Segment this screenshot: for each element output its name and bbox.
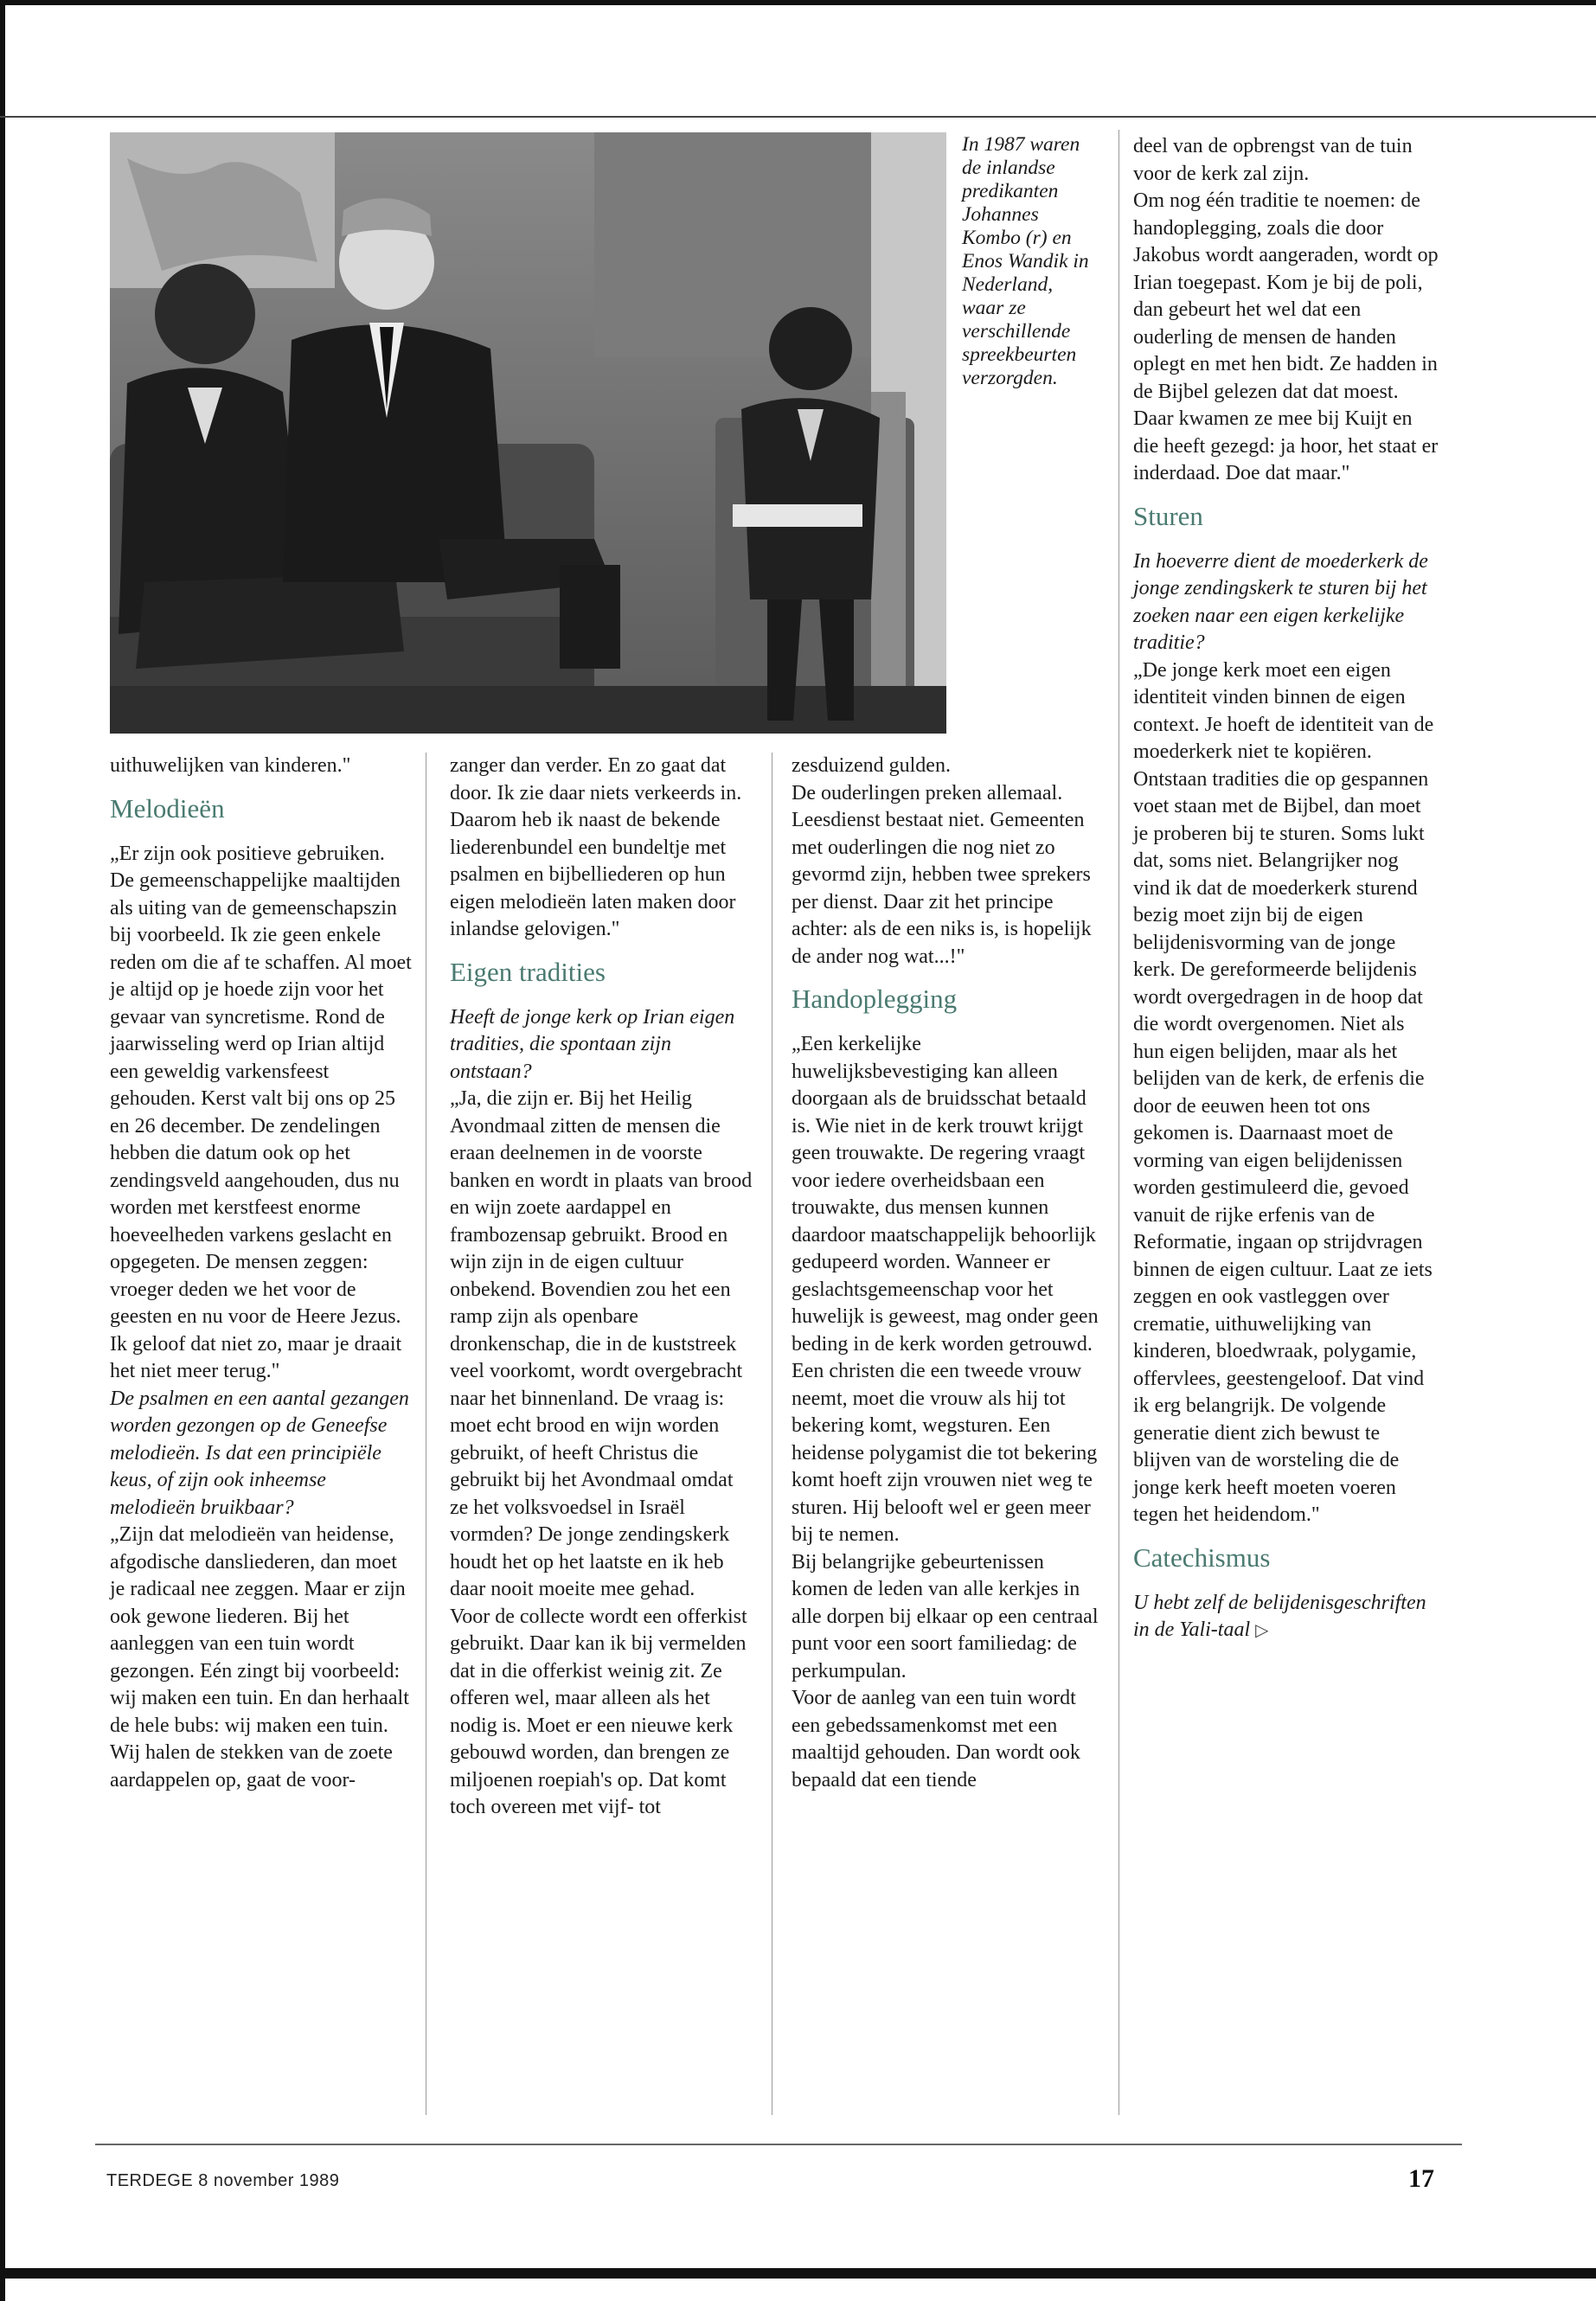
paragraph: „Ja, die zijn er. Bij het Heilig Avondmaal zitten de mensen die eraan deelnemen in de voorste banken en wordt in plaats van brood en wijn zoete aardappel en frambozensap gebruikt. Brood en wijn zijn in de eigen cultuur onbekend. Bovendien zou het een ramp zijn als openbare dronkenschap, die in de kuststreek veel voorkomt, wordt overgebracht naar het binnenland. De vraag is: moet echt brood en wijn worden gebruikt, of heeft Christus die gebruikt bij het Avondmaal omdat ze het volksvoedsel in Israël vormden? De jonge zendingskerk houdt het op het laatste en ik heb daar nooit moeite mee gehad.	[450, 1087, 753, 1600]
article-photo	[110, 132, 946, 734]
interview-question: De psalmen en een aantal gezangen worden gezongen op de Geneefse melodieën. Is dat een principiële keus, of zijn ook inheemse melodieën bruikbaar?	[110, 1387, 409, 1519]
paragraph: „Zijn dat melodieën van heidense, afgodische dansliederen, dan moet je radicaal nee zeggen. Maar er zijn ook gewone liederen. Bij het aanleggen van een tuin wordt gezongen. Eén zingt bij voorbeeld: wij maken een tuin. En dan herhaalt de hele bubs: wij maken een tuin. Wij halen de stekken van de zoete aardappelen op, gaat de voor-	[110, 1523, 409, 1791]
footer-rule	[95, 2144, 1462, 2145]
article-column-1	[110, 753, 413, 1794]
paragraph: Bij belangrijke gebeurtenissen komen de leden van alle kerkjes in alle dorpen bij elkaar op een centraal punt voor een soort familiedag: de perkumpulan.	[792, 1550, 1099, 1682]
paragraph: Om nog één traditie te noemen: de handoplegging, zoals die door Jakobus wordt aangeraden, wordt op Irian toegepast. Kom je bij de poli, dan gebeurt het wel dat een ouderling de mensen de handen oplegt en met hen bidt. Ze hadden in de Bijbel gelezen dat dat moest. Daar kwamen ze mee bij Kuijt en die heeft gezegd: ja hoor, het staat er inderdaad. Doe dat maar."	[1133, 189, 1439, 484]
question-text: U hebt zelf de belijdenisgeschriften in de Yali-taal	[1133, 1591, 1426, 1641]
paragraph: „De jonge kerk moet een eigen identiteit vinden binnen de eigen context. Je hoeft de identiteit van de moederkerk niet te kopiëren. Ontstaan tradities die op gespannen voet staan met de Bijbel, dan moet je proberen bij te sturen. Soms lukt dat, soms niet. Belangrijker nog vind ik dat de moederkerk sturend bezig moet zijn bij de eigen belijdenisvorming van de jonge kerk. De gereformeerde belijdenis wordt overgedragen in de hoop dat die wordt overgenomen. Niet als hun eigen belijden, maar als het belijden van de kerk, de erfenis die door de eeuwen heen tot ons gekomen is. Daarnaast moet de vorming van eigen belijdenissen worden gestimuleerd die, gevoed vanuit de rijke erfenis van de Reformatie, ingaan op strijdvragen binnen de eigen cultuur. Laat ze iets zeggen en ook vastleggen over crematie, uithuwelijking van kinderen, bloedwraak, polygamie, offervlees, geestengeloof. Dat vind ik erg belangrijk. De volgende generatie dient zich bewust te blijven van de worsteling die de jonge kerk heeft moeten voeren tegen het heidendom."	[1133, 658, 1434, 1526]
interview-question: Heeft de jonge kerk op Irian eigen tradities, die spontaan zijn ontstaan?	[450, 1005, 735, 1083]
section-heading-sturen: Sturen	[1133, 500, 1203, 531]
section-heading-eigen-tradities: Eigen tradities	[450, 956, 606, 987]
paragraph: deel van de opbrengst van de tuin voor de kerk zal zijn.	[1133, 135, 1413, 185]
paragraph: uithuwelijken van kinderen."	[110, 754, 351, 777]
paragraph: Voor de collecte wordt een offerkist gebruikt. Daar kan ik bij vermelden dat in die offerkist weinig zit. Ze offeren wel, maar alleen als het nodig is. Moet er een nieuwe kerk gebouwd worden, dan brengen ze miljoenen roepiah's op. Dat komt toch overeen met vijf- tot	[450, 1605, 747, 1818]
publication-line: TERDEGE 8 november 1989	[106, 2171, 340, 2190]
interview-question: In hoeverre dient de moederkerk de jonge zendingskerk te sturen bij het zoeken naar een eigen kerkelijke traditie?	[1133, 549, 1428, 654]
paragraph: „Een kerkelijke huwelijksbevestiging kan alleen doorgaan als de bruidsschat betaald is. Wie niet in de kerk trouwt krijgt geen trouwakte. De regering vraagt voor iedere overheidsbaan een trouwakte, dus mensen kunnen daardoor maatschappelijk behoorlijk gedupeerd worden. Wanneer er geslachtsgemeenschap voor het huwelijk is geweest, mag onder geen beding in de kerk worden getrouwd.	[792, 1033, 1099, 1356]
scan-border-left	[0, 0, 5, 2301]
paragraph: De ouderlingen preken allemaal. Leesdienst bestaat niet. Gemeenten met ouderlingen die nog niet zo gevormd zijn, hebben twee sprekers per dienst. Daar zit het principe achter: als de een niks is, is hopelijk de ander nog wat...!"	[792, 781, 1092, 968]
photo-illustration	[110, 132, 946, 734]
article-column-4	[1133, 133, 1440, 1645]
column-divider	[1118, 130, 1119, 2115]
scan-border-top	[0, 0, 1596, 5]
header-rule	[0, 116, 1596, 118]
interview-question	[1133, 1590, 1440, 1645]
paragraph: Voor de aanleg van een tuin wordt een gebedssamenkomst met een maaltijd gehouden. Dan wordt ook bepaald dat een tiende	[792, 1687, 1080, 1791]
section-heading-handoplegging: Handoplegging	[792, 984, 958, 1014]
paragraph: Een christen die een tweede vrouw neemt, moet die vrouw als hij tot bekering komt, wegsturen. Een heidense polygamist die tot bekering komt hoeft zijn vrouwen niet weg te sturen. Hij belooft wel er geen meer bij te nemen.	[792, 1360, 1098, 1546]
article-column-3	[792, 753, 1099, 1794]
paragraph: zanger dan verder. En zo gaat dat door. Ik zie daar niets verkeerds in. Daarom heb ik naast de bekende liederenbundel een bundeltje met psalmen en bijbelliederen op hun eigen melodieën laten maken door inlandse gelovigen."	[450, 754, 742, 940]
continue-arrow-icon: ▷	[1255, 1621, 1269, 1640]
section-heading-melodieen: Melodieën	[110, 792, 225, 824]
page-number: 17	[1408, 2164, 1434, 2193]
section-heading-catechismus: Catechismus	[1133, 1541, 1271, 1573]
paragraph: „Er zijn ook positieve gebruiken. De gemeenschappelijke maaltijden als uiting van de gemeenschapszin bij voorbeeld. Ik zie geen enkele reden om die af te schaffen. Al moet je altijd op je hoede zijn voor het gevaar van syncretisme. Rond de jaarwisseling werd op Irian altijd een geweldig varkensfeest gehouden. Kerst valt bij ons op 25 en 26 december. De zendelingen hebben die datum ook op het zendingsveld aangehouden, dus nu worden met kerstfeest enorme hoeveelheden varkens geslacht en opgegeten. De mensen zeggen: vroeger deden we het voor de geesten en nu voor de Heere Jezus. Ik geloof dat niet zo, maar je draait het niet meer terug."	[110, 842, 412, 1382]
article-column-2	[450, 753, 754, 1822]
scan-border-bottom	[0, 2268, 1596, 2279]
photo-caption: In 1987 waren de inlandse predikanten Johannes Kombo (r) en Enos Wandik in Nederland, waar ze verschillende spreekbeurten verzorgden.	[962, 133, 1089, 389]
paragraph: zesduizend gulden.	[792, 754, 951, 777]
